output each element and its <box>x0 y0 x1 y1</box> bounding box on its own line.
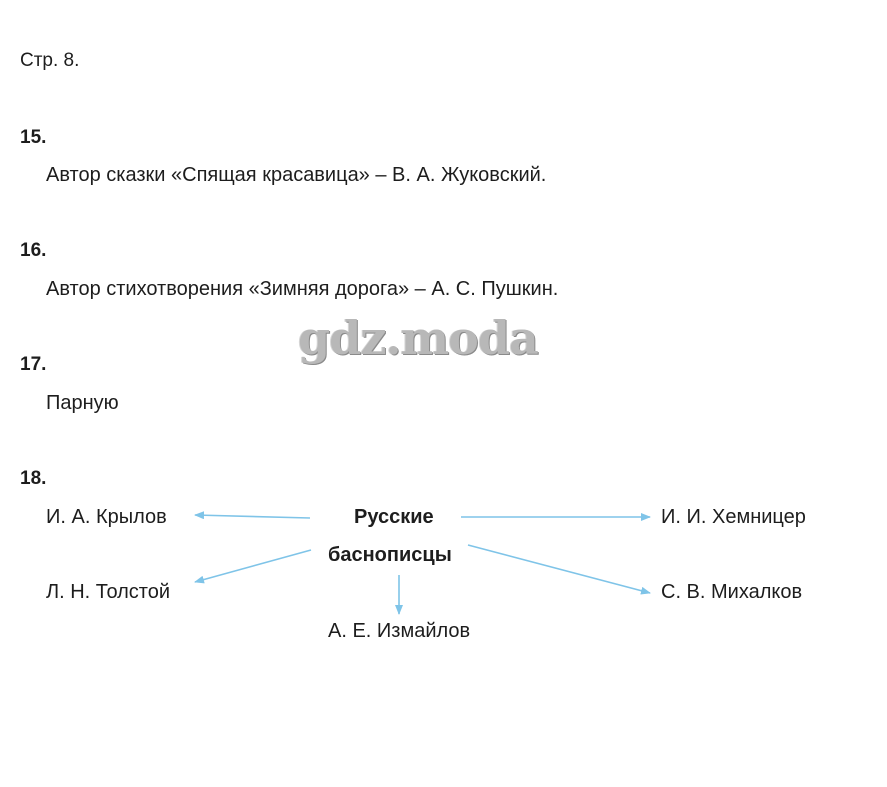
page-label: Стр. 8. <box>20 50 80 71</box>
task-16-number: 16. <box>20 240 47 261</box>
node-tolstoy: Л. Н. Толстой <box>46 581 171 603</box>
arrow-to-krylov <box>195 515 310 518</box>
node-mikhalkov: С. В. Михалков <box>661 581 803 603</box>
node-khemnitser: И. И. Хемницер <box>661 506 806 528</box>
task-15-answer: Автор сказки «Спящая красавица» – В. А. Жуковский. <box>46 164 547 186</box>
task-18-number: 18. <box>20 468 47 489</box>
node-krylov: И. А. Крылов <box>46 506 167 528</box>
diagram-center-line2: баснописцы <box>328 544 452 566</box>
task-16-answer: Автор стихотворения «Зимняя дорога» – А. С. Пушкин. <box>46 278 559 300</box>
node-izmailov: А. Е. Измайлов <box>328 620 471 642</box>
task-15-number: 15. <box>20 127 47 148</box>
task-17-number: 17. <box>20 354 47 375</box>
arrow-to-tolstoy <box>195 550 311 582</box>
diagram-center-line1: Русские <box>354 506 434 528</box>
task-17-answer: Парную <box>46 392 119 414</box>
arrow-to-mikhalkov <box>468 545 650 593</box>
watermark: gdz.moda <box>298 311 538 365</box>
